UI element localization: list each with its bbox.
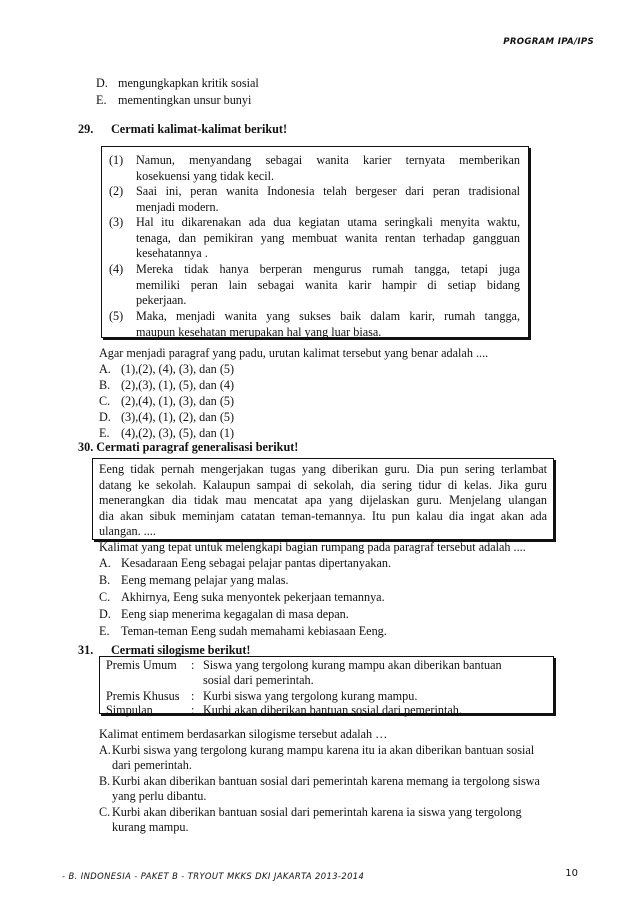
page-footer: - B. INDONESIA - PAKET B - TRYOUT MKKS DKI JAKARTA 2013-2014 bbox=[62, 871, 365, 881]
page-header: PROGRAM IPA/IPS bbox=[503, 37, 594, 47]
q28-option-d: D. mengungkapkan kritik sosial bbox=[96, 76, 259, 90]
q30-paragraph-line: datang ke sekolah. Kalaupun sampai di sekolah, dia sering tidur di kelas. Jika guru bbox=[99, 477, 547, 492]
q30-question: Kalimat yang tepat untuk melengkapi bagian rumpang pada paragraf tersebut adalah .... bbox=[99, 540, 526, 554]
q30-heading: 30. Cermati paragraf generalisasi berikut! bbox=[78, 440, 299, 454]
q31-option-b-cont: yang perlu dibantu. bbox=[112, 789, 207, 803]
q30-paragraph-line: dia akan sibuk meminjam catatan teman-temannya. Itu pun kalau dia ingat akan ada bbox=[99, 508, 547, 523]
q29-prompt: Cermati kalimat-kalimat berikut! bbox=[111, 122, 288, 136]
q30-paragraph-box bbox=[92, 458, 554, 540]
q31-option-a-cont: dari pemerintah. bbox=[112, 758, 192, 772]
q30-paragraph-line: ulangan. .... bbox=[99, 524, 156, 539]
q31-prompt: Cermati silogisme berikut! bbox=[111, 643, 251, 657]
q29-number: 29. bbox=[78, 122, 94, 136]
q28-option-e: E. mementingkan unsur bunyi bbox=[96, 93, 252, 107]
q30-option-a: A. Kesadaraan Eeng sebagai pelajar pantas dipertanyakan. bbox=[99, 556, 392, 570]
q29-option-e: E. (4),(2), (3), (5), dan (1) bbox=[99, 426, 235, 440]
q31-option-b: B. Kurbi akan diberikan bantuan sosial dari pemerintah karena memang ia tergolong siswa bbox=[99, 774, 540, 788]
q29-sentence-box: (1) Namun, menyandang sebagai wanita karier ternyata memberikan kosekuensi yang tidak kecil. (2) Saai ini, peran wanita Indonesia telah bergeser dari peran tradisional menjadi modern. (3) Hal itu dikarenakan ada dua kegiatan utama seringkali menyita waktu, tenaga, dan pemikiran yang membuat wanita rentan terhadap gangguan kesehatannya . (4) Mereka tidak hanya berperan mengurus rumah tangga, tetapi juga memiliki peran lain sebagai wanita karir hampir di setiap bidang pekerjaan. (5) Maka, menjadi wanita yang sukses baik dalam karir, rumah tangga, maupun kesehatan merupakan hal yang luar biasa. bbox=[101, 146, 529, 338]
q30-option-d: D. Eeng siap menerima kegagalan di masa depan. bbox=[99, 607, 349, 621]
q29-option-a: A. (1),(2), (4), (3), dan (5) bbox=[99, 362, 235, 376]
q31-option-a: A.Kurbi siswa yang tergolong kurang mampu karena itu ia akan diberikan bantuan sosial bbox=[99, 743, 535, 757]
q29-question: Agar menjadi paragraf yang padu, urutan kalimat tersebut yang benar adalah .... bbox=[99, 346, 489, 360]
q29-option-b: B. (2),(3), (1), (5), dan (4) bbox=[99, 378, 235, 392]
q31-option-c-cont: kurang mampu. bbox=[112, 820, 189, 834]
q30-option-b: B. Eeng memang pelajar yang malas. bbox=[99, 573, 289, 587]
q30-paragraph-line: Eeng tidak pernah mengerjakan tugas yang diberikan guru. Dia pun sering terlambat bbox=[99, 462, 547, 476]
q31-number: 31. bbox=[78, 643, 94, 657]
q31-option-c: C. Kurbi akan diberikan bantuan sosial dari pemerintah karena ia siswa yang tergolong bbox=[99, 805, 522, 819]
q31-question: Kalimat entimem berdasarkan silogisme tersebut adalah … bbox=[99, 727, 388, 741]
q30-option-c: C. Akhirnya, Eeng suka menyontek pekerjaan temannya. bbox=[99, 590, 385, 604]
page-number: 10 bbox=[565, 868, 578, 879]
q30-paragraph-line: menerangkan dia tidak mau mencatat apa yang dijelaskan guru. Menjelang ulangan bbox=[99, 493, 547, 508]
q29-option-d: D. (3),(4), (1), (2), dan (5) bbox=[99, 410, 235, 424]
q31-syllogism-box: Premis Umum : Siswa yang tergolong kurang mampu akan diberikan bantuan sosial dari pemerintah. Premis Khusus : Kurbi siswa yang tergolong kurang mampu. Simpulan : Kurbi akan diberikan bantuan sosial dari pemerintah. bbox=[99, 656, 554, 714]
q29-option-c: C. (2),(4), (1), (3), dan (5) bbox=[99, 394, 235, 408]
q30-option-e: E. Teman-teman Eeng sudah memahami kebiasaan Eeng. bbox=[99, 624, 387, 638]
